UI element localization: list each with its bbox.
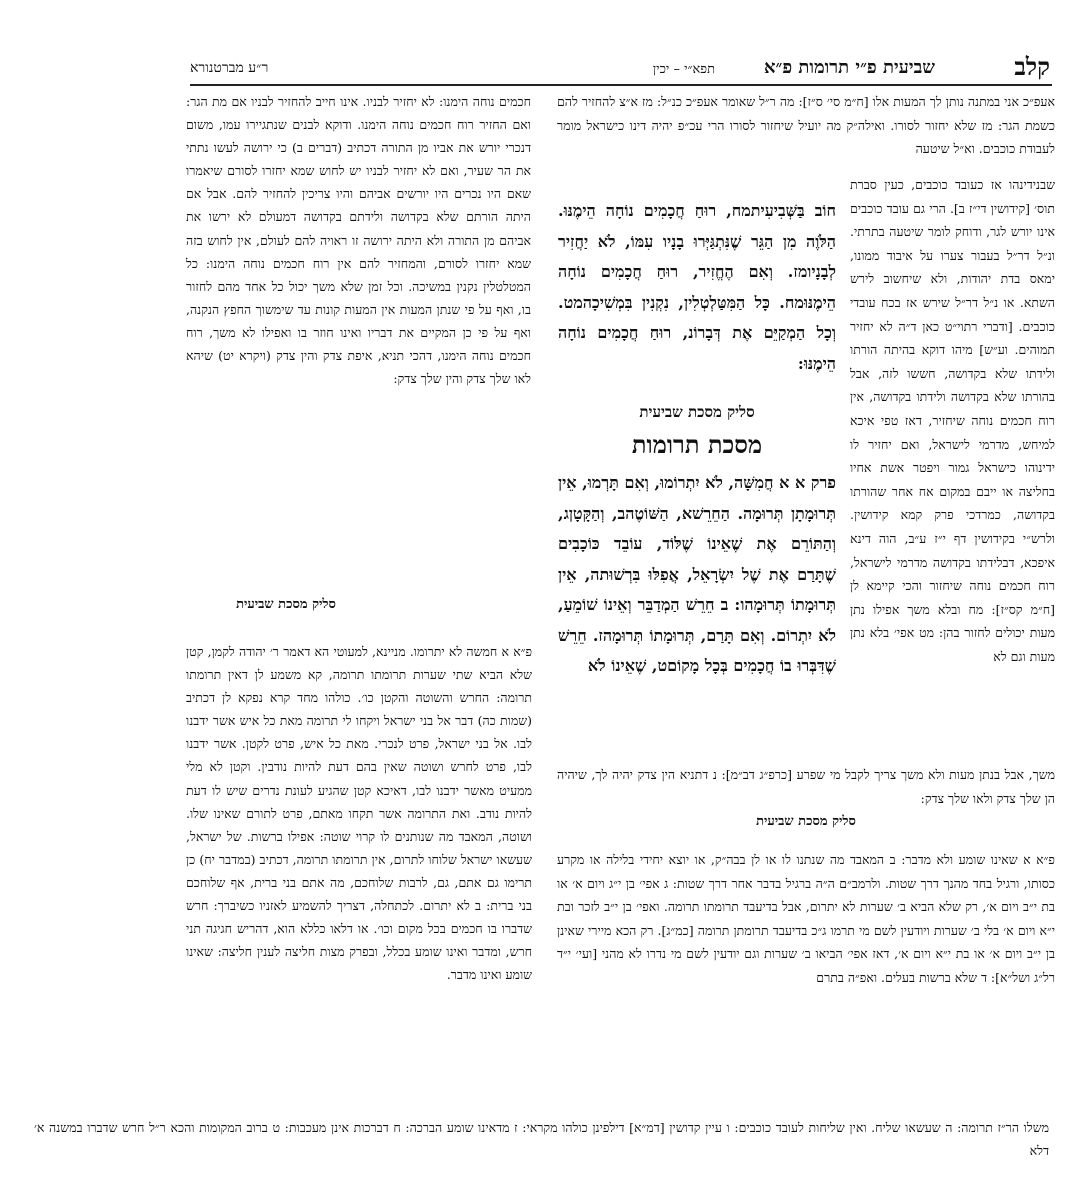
footnotes: משלו הר״ז תרומה: ה שעשאו שליח. ואין שליחות לעובד כוכבים: ו עיין קדושין [דמ״א] דילפינן כולהו מקראי: ז מדאינו שומע הברכה: ח דברכות אינן מעכבות: ט ברוב המקומות והכא ר״ל חרש שדברו במשנה א׳ דלא xyxy=(34,1120,1049,1158)
bartenura-terumot: פ״א א חמשה לא יתרומו. מניינא, למעוטי הא דאמר ר׳ יהודה לקמן, קטן שלא הביא שתי שערות תרומתו תרומה, קא משמע לן דאין תרומתו תרומה: החרש והשוטה והקטן כו׳. כולהו מחד קרא נפקא לן דכתיב (שמות כה) דבר אל בני ישראל ויקחו לי תרומה מאת כל איש אשר ידבנו לבו. אל בני ישראל, פרט לנכרי. מאת כל איש, פרט לקטן. אשר ידבנו לבו, פרט לחרש ושוטה שאין בהם דעת להיות נודבין. וקטן לא מלי ממעיט מאשר ידבנו לבו, דאיכא קטן שהגיע לעונת נדרים שיש לו דעת להיות נודב. ואת התרומה אשר תקחו מאתם, פרט לתורם שאינו שלו. ושוטה, המאבד מה שנותנים לו קרוי שוטה: אפילו ברשות. של ישראל, שעשאו ישראל שלוחו לתרום, אין תרומתו תרומה, דכתיב (במדבר יח) כן תרימו גם אתם, גם, לרבות שלוחכם, מה אתם בני ברית, אף שלוחכם בני ברית: ב לא יתרום. לכתחלה, דצריך להשמיע לאזניו כשיברך: חרש שדברו בו חכמים בכל מקום וכו׳. או דלאו כללא הוא, דהריש חגיגה תני חרש, ומדבר ואינו שומע בכלל, ובפרק מצות חליצה לענין חליצה: שאינו שומע ואינו מדבר. xyxy=(186,644,532,983)
bartenura-top-wide xyxy=(186,90,531,387)
page-header xyxy=(190,52,1050,82)
tiferet-yisrael-continued: משך, אבל בנתן מעות ולא משך צריך לקבל מי שפרע [כרפ״ג דב״מ]: נ דתניא הין צדק יהיה לך, שיהיה הן שלך צדק ולאו שלך צדק: xyxy=(557,767,1055,806)
tractate-terumot-title: מסכת תרומות xyxy=(631,430,763,459)
commentary-name: ר״ע מברטנורא xyxy=(190,60,269,76)
commentary-reference: תפא״י – יכין xyxy=(652,62,715,77)
siyum-shviit-left: סליק מסכת שביעית xyxy=(236,597,336,612)
mishnah-shviit-end: חוֹב בַּשְּׁבִיעִיתמח, רוּחַ חֲכָמִים נוֹחָה הֵימֶנּוּ. הַלֹּוֶה מִן הַגֵּר שֶׁנִּתְגַּיְּרוּ בָנָיו עִמּוֹ, לֹא יַחֲזִיר לְבָנָיומז. וְאִם הֶחֱזִיר, רוּחַ חֲכָמִים נוֹחָה הֵימֶנּוּמח. כָּל הַמִּטַּלְטְלִין, נִקְנִין בִּמְשִׁיכָהמט. וְכָל הַמְקַיֵּם אֶת דְּבָרוֹנ, רוּחַ חֲכָמִים נוֹחָה הֵימֶנּוּ: xyxy=(558,201,836,373)
siyum-shviit-right: סליק מסכת שביעית xyxy=(756,814,856,829)
tiferet-yisrael-top: אעפ״כ אני במתנה נותן לך המעות אלו [ח״מ סי׳ ס״ז]: מה ר״ל שאומר אעפ״כ כנ״ל: מז א״צ להחזיר להם כשמת הגר: מז שלא יחזור לסורו. ואילה״ק מה יועיל שיחזור לסורו הרי עכ״פ יהיה דינו כישראל מומר לעבודת כוכבים. וא״ל שיטעה xyxy=(557,94,1055,157)
mishnah-terumot-1: פרק א א חֲמִשָּׁה, לֹא יִתְרוֹמוּ, וְאִם תָּרְמוּ, אֵין תְּרוּמָתָן תְּרוּמָה. הַחֵרֵשׁא, הַשּׁוֹטֶהב, וְהַקָּטָןג, וְהַתּוֹרֵם אֶת שֶׁאֵינוֹ שֶׁלּוֹד, עוֹבֵד כּוֹכָבִים שֶׁתָּרַם אֶת שֶׁל יִשְׂרָאֵל, אֲפִלּוּ בִּרְשׁוּתה, אֵין תְּרוּמָתוֹ תְּרוּמָהו: ב חֵרֵשׁ הַמְדַבֵּר וְאֵינוֹ שׁוֹמֵעַ, לֹא יִתְרוֹם. וְאִם תָּרַם, תְּרוּמָתוֹ תְּרוּמָהז. חֵרֵשׁ שֶׁדִּבְּרוּ בוֹ חֲכָמִים בְּכָל מָקוֹםט, שֶׁאֵינוֹ לֹא xyxy=(558,473,836,675)
tiferet-yisrael-narrow: שבנידינהו אז כעובד כוכבים, כעין סברת תוס׳ [קידושין די״ז ב]. הרי גם עובד כוכבים אינו יורש לגר, ודוחק לומר שיטעה בתרתי. ונ״ל דר״ל בעבור צערו על איבוד ממונו, ימאס בדת יהודות, ולא שיחשוב לירש השתא. או נ״ל דר״ל שירש אז בכח עובדי כוכבים. [ודברי רתוי״ט כאן ד״ה לא יחזיר תמוהים. וע״ש] מיהו דוקא בהיתה הורתו ולידתו שלא בקדושה, חששו לזה, אבל בהורתו שלא בקדושה ולידתו בקדושה, אין רוח חכמים נוחה שיחזיר, דאז טפי איכא למיחש, מדרמי לישראל, ואם יחזיר לו ידינוהו כישראל גמור ויפטר אשת אחיו בחליצה או ייבם במקום אח אחר שהורתו בקדושה, כמרדכי פרק קמא קידושין. ולרש״י בקידושין דף י״ז ע״ב, הוה דינא איפכא, דבלידתו בקדושה מדרמי לישראל, רוח חכמים נוחה שיחזור והכי קיימא לן [ח״מ קס״ז]: מח ובלא משך אפילו נתן מעות יכולים לחזור בהן: מט אפי׳ בלא נתן מעות וגם לא xyxy=(850,177,1055,664)
tiferet-yisrael-terumot: פ״א א שאינו שומע ולא מדבר: ב המאבד מה שנתנו לו או לן בבה״ק, או יוצא יחידי בלילה או מקרע כסותו, ורגיל בחד מהנך דרך שטות. ולרמב״ם ה״ה ברגיל בדבר אחר דרך שטות: ג אפי׳ בן י״ג ויום א׳ או בת י״ב ויום א׳, רק שלא הביא ב׳ שערות לא יתרום, אבל בדיעבד תרומתו תרומה. ואפי׳ בן י״ב לזכר ובת י״א ויום א׳ בלי ב׳ שערות ויודעין לשם מי תרמו ג״כ בדיעבד תרומתן תרומה [כמ״ג]. רק הכא מיירי שאינן בן י״ב ויום א׳ או בת י״א ויום א׳, דאז אפי׳ הביאו ב׳ שערות וגם יודעין לשם מי נדרו לא מהני [ועי׳ י״ד רל״ג ושל״א]: ד שלא ברשות בעלים. ואפ״ה בתרם xyxy=(557,852,1055,985)
header-rule xyxy=(190,84,1052,86)
page-number: קלב xyxy=(1014,52,1050,81)
tractate-heading: שביעית פ״י תרומות פ״א xyxy=(763,57,935,78)
bartenura-shviit: חכמים נוחה הימנו: לא יחזיר לבניו. אינו חייב להחזיר לבניו אם מת הגר: ואם החזיר רוח חכמים נוחה הימנו. ודוקא לבנים שנתגיירו עמו, משום דנכרי יורש את אביו מן התורה דכתיב (דברים ב) כי ירושה לעשו נתתי את הר שעיר, ואם לא יחזיר לבניו יש לחוש שמא יחזרו לסורם שיאמרו שאם היו נכרים היו יורשים אביהם והיו צריכין להחזיר להם. אבל אם היתה הורתם שלא בקדושה ולידתם בקדושה דמעולם לא ירשו את אביהם מן התורה ולא היתה ירושה זו ראויה להם לעולם, אין לחוש בזה שמא יחזרו לסורם, והמחזיר להם אין רוח חכמים נוחה הימנו: כל המטלטלין נקנין במשיכה. וכל זמן שלא משך יכול כל אחד מהם לחזור בו, ואף על פי שנתן המעות אין המעות קונות עד שימשוך החפץ הנקנה, ואף על פי כן המקיים את דבריו ואינו חוזר בו ואפילו לא משך, רוח חכמים נוחה הימנו, דהכי תניא, איפת צדק והין צדק (ויקרא יט) שיהא לאו שלך צדק והין שלך צדק: xyxy=(186,94,531,387)
siyum-shviit-middle: סליק מסכת שביעית xyxy=(639,403,755,421)
